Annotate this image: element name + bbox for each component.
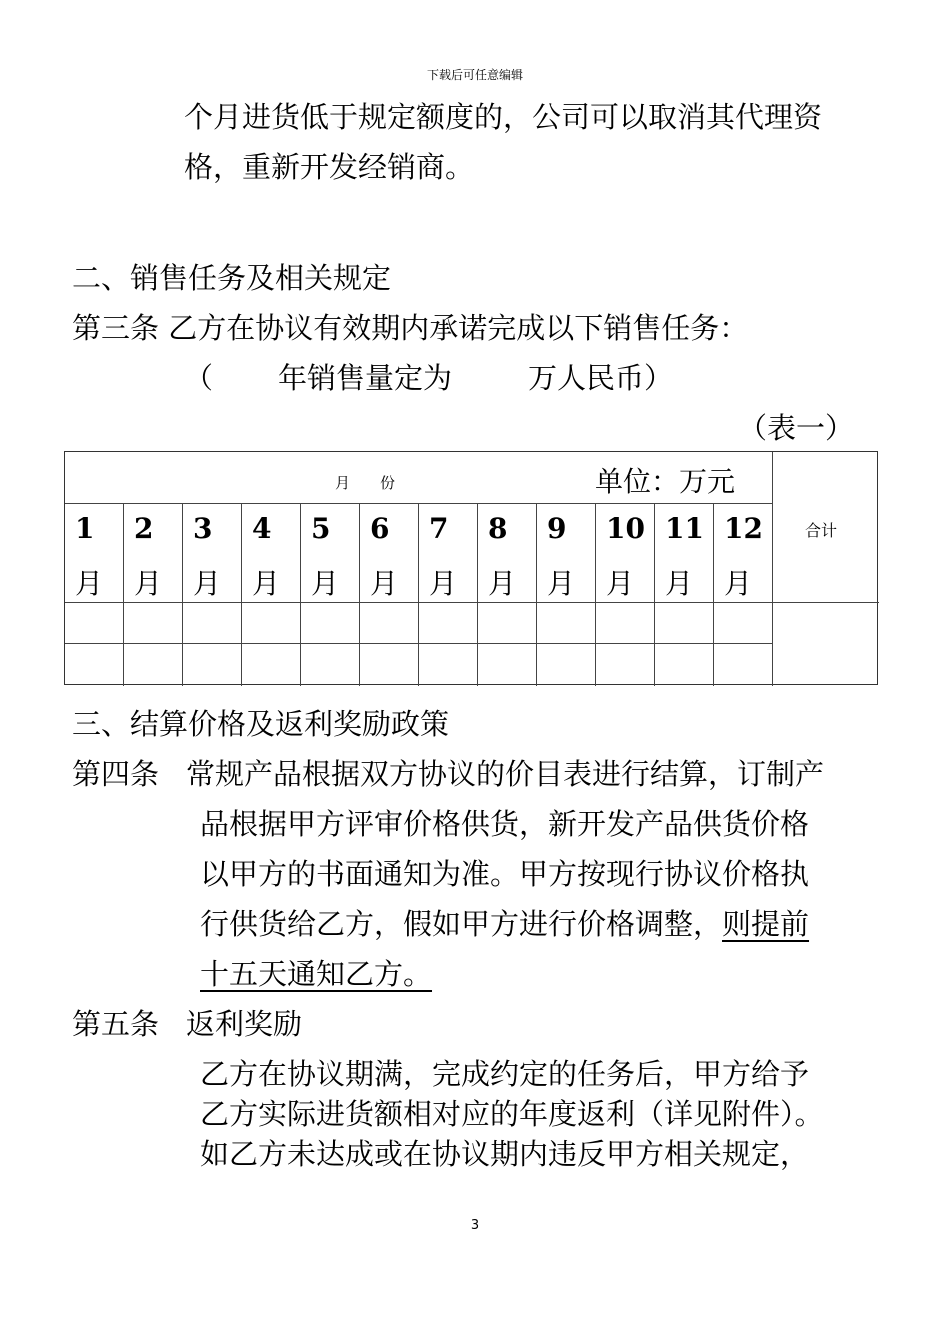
article4-lead: 第四条 bbox=[72, 757, 160, 791]
month-cell-11: 11 月 bbox=[665, 512, 704, 600]
month-cell-4: 4 月 bbox=[252, 512, 281, 600]
table-row-divider bbox=[65, 602, 879, 603]
table-caption: （表一） bbox=[738, 411, 855, 445]
section1-line1: 个月进货低于规定额度的，公司可以取消其代理资 bbox=[184, 100, 823, 134]
section1-line2: 格，重新开发经销商。 bbox=[184, 150, 475, 184]
month-cell-2: 2 月 bbox=[134, 512, 163, 600]
target-annual-label: 年销售量定为 bbox=[278, 361, 453, 395]
month-header-label: 月 份 bbox=[335, 474, 396, 492]
article4-line4 bbox=[200, 904, 809, 944]
article5-title: 返利奖励 bbox=[186, 1007, 303, 1041]
month-cell-7: 7 月 bbox=[429, 512, 458, 600]
article4-line2: 品根据甲方评审价格供货，新开发产品供货价格 bbox=[200, 807, 810, 841]
article4-line1: 常规产品根据双方协议的价目表进行结算，订制产 bbox=[186, 757, 825, 791]
target-unit-label: 万人民币） bbox=[528, 361, 674, 395]
article5-line3: 如乙方未达成或在协议期内违反甲方相关规定， bbox=[200, 1137, 810, 1171]
article5-line2: 乙方实际进货额相对应的年度返利（详见附件）。 bbox=[200, 1097, 824, 1131]
article4-line3: 以甲方的书面通知为准。甲方按现行协议价格执 bbox=[200, 857, 810, 891]
month-cell-6: 6 月 bbox=[370, 512, 399, 600]
section2-heading: 二、销售任务及相关规定 bbox=[72, 261, 392, 295]
header-note: 下载后可任意编辑 bbox=[426, 68, 523, 82]
month-cell-3: 3 月 bbox=[193, 512, 222, 600]
month-cell-10: 10 月 bbox=[606, 512, 645, 600]
article4-line4-text: 行供货给乙方，假如甲方进行价格调整， bbox=[200, 907, 723, 941]
page-number: 3 bbox=[470, 1218, 480, 1233]
target-open-paren: （ bbox=[184, 361, 214, 395]
article4-underlined-text: 则提前 bbox=[722, 907, 810, 941]
article4-line5: 十五天通知乙方。 bbox=[200, 957, 433, 991]
sales-target-table bbox=[64, 451, 878, 685]
month-cell-12: 12 月 bbox=[724, 512, 763, 600]
article3-text: 第三条 乙方在协议有效期内承诺完成以下销售任务： bbox=[72, 311, 749, 345]
unit-label: 单位：万元 bbox=[595, 465, 736, 498]
section3-heading: 三、结算价格及返利奖励政策 bbox=[72, 707, 450, 741]
month-cell-5: 5 月 bbox=[311, 512, 340, 600]
article5-line1: 乙方在协议期满，完成约定的任务后，甲方给予 bbox=[200, 1057, 810, 1091]
month-cell-9: 9 月 bbox=[547, 512, 576, 600]
month-cell-1: 1 月 bbox=[75, 512, 104, 600]
article5-lead: 第五条 bbox=[72, 1007, 160, 1041]
month-cell-8: 8 月 bbox=[488, 512, 517, 600]
total-column-label: 合计 bbox=[805, 521, 838, 540]
